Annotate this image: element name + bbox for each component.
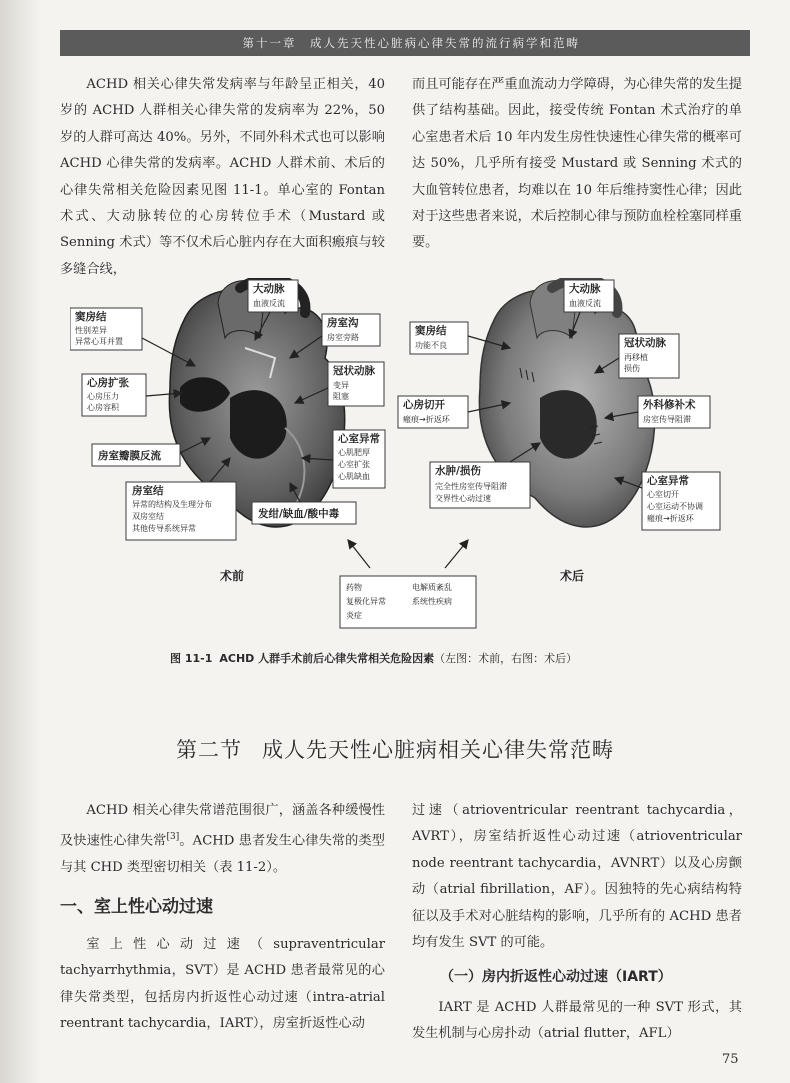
svg-text:异常心耳并置: 异常心耳并置 bbox=[75, 337, 123, 346]
svg-text:冠状动脉: 冠状动脉 bbox=[333, 365, 375, 377]
svg-text:房室瓣膜反流: 房室瓣膜反流 bbox=[98, 450, 161, 462]
intro-left-column bbox=[60, 72, 385, 283]
svg-text:心房切开: 心房切开 bbox=[403, 399, 445, 411]
postop-label: 术后 bbox=[560, 569, 585, 583]
svg-text:心室运动不协调: 心室运动不协调 bbox=[647, 502, 703, 511]
svg-text:水肿/损伤: 水肿/损伤 bbox=[435, 465, 481, 477]
subsection-heading-svt: 一、室上性心动过速 bbox=[60, 896, 213, 917]
subsection-heading-iart: （一）房内折返性心动过速（IART） bbox=[440, 969, 672, 986]
svg-text:瘢痕→折返环: 瘢痕→折返环 bbox=[403, 415, 450, 424]
post-box-ventricle bbox=[642, 472, 720, 530]
chapter-title: 第十一章 成人先天性心脏病心律失常的流行病学和范畴 bbox=[242, 36, 580, 50]
section-title: 成人先天性心脏病相关心律失常范畴 bbox=[262, 738, 614, 762]
intro-right-column bbox=[412, 72, 742, 257]
svg-text:交界性心动过速: 交界性心动过速 bbox=[435, 494, 491, 503]
svg-text:发绀/缺血/酸中毒: 发绀/缺血/酸中毒 bbox=[258, 508, 340, 520]
section-heading bbox=[0, 734, 790, 764]
page-number: 75 bbox=[722, 1052, 739, 1067]
pre-box-sinus bbox=[70, 308, 142, 350]
pre-box-atrial-dilation bbox=[82, 374, 146, 416]
svg-text:复极化异常: 复极化异常 bbox=[346, 597, 386, 606]
svg-text:变异: 变异 bbox=[333, 381, 349, 390]
svg-text:完全性房室传导阻滞: 完全性房室传导阻滞 bbox=[435, 482, 507, 491]
book-spine-shadow bbox=[0, 0, 40, 1083]
svg-text:性别差异: 性别差异 bbox=[75, 326, 107, 335]
svg-text:心肌缺血: 心肌缺血 bbox=[338, 472, 370, 481]
svg-text:血液反流: 血液反流 bbox=[569, 299, 601, 308]
post-box-sinus bbox=[410, 322, 468, 354]
svg-text:心房容积: 心房容积 bbox=[87, 403, 119, 412]
svg-text:窦房结: 窦房结 bbox=[75, 311, 107, 323]
svg-text:心室异常: 心室异常 bbox=[647, 475, 689, 487]
svg-text:其他传导系统异常: 其他传导系统异常 bbox=[132, 524, 196, 533]
svg-text:瘢痕→折返环: 瘢痕→折返环 bbox=[647, 514, 694, 523]
svg-text:系统性疾病: 系统性疾病 bbox=[412, 597, 452, 606]
post-box-atriotomy bbox=[398, 396, 468, 428]
citation-ref: [3] bbox=[166, 832, 180, 843]
post-box-aorta bbox=[564, 280, 614, 312]
svg-text:心室扩张: 心室扩张 bbox=[338, 460, 370, 469]
svg-text:功能不良: 功能不良 bbox=[415, 341, 447, 350]
svg-text:大动脉: 大动脉 bbox=[569, 283, 601, 295]
pre-box-coronary bbox=[328, 362, 384, 406]
svg-text:房室沟: 房室沟 bbox=[327, 317, 359, 329]
body-left-paragraph-2: 室上性心动过速（supraventricular tachyarrhythmia，SVT）是 ACHD 患者最常见的心律失常类型，包括房内折返性心动过速（intra-atrial reentrant tachycardia，IART），房室折返性心动 bbox=[60, 937, 385, 1032]
figure-number: 图 11-1 bbox=[170, 652, 213, 665]
svg-text:异常的结构及生理分布: 异常的结构及生理分布 bbox=[132, 500, 212, 509]
svg-text:损伤: 损伤 bbox=[624, 364, 640, 373]
figure-note: （左图：术前，右图：术后） bbox=[434, 652, 578, 665]
svg-text:药物: 药物 bbox=[346, 583, 362, 592]
pre-box-aorta bbox=[248, 280, 298, 312]
svg-text:大动脉: 大动脉 bbox=[253, 283, 285, 295]
post-box-edema bbox=[430, 462, 530, 508]
svg-text:心室异常: 心室异常 bbox=[338, 433, 380, 445]
svg-text:房室旁路: 房室旁路 bbox=[327, 333, 359, 342]
post-box-surgical-patch bbox=[638, 396, 710, 428]
svg-text:心室切开: 心室切开 bbox=[647, 490, 679, 499]
body-left-paragraph-1: ACHD 相关心律失常谱范围很广，涵盖各种缓慢性及快速性心律失常[3]。ACHD 患者发生心律失常的类型与其 CHD 类型密切相关（表 11-2）。 bbox=[60, 803, 385, 876]
pre-box-av-regurgitation bbox=[92, 444, 180, 466]
figure-11-1 bbox=[70, 278, 740, 638]
section-number: 第二节 bbox=[176, 738, 242, 762]
svg-text:心房压力: 心房压力 bbox=[87, 392, 119, 401]
pre-box-ventricle bbox=[333, 430, 385, 488]
pre-box-cyanosis bbox=[252, 502, 356, 524]
body-right-paragraph-1: 过速（atrioventricular reentrant tachycardia，AVRT），房室结折返性心动过速（atrioventricular node reentrant tachycardia，AVNRT）以及心房颤动（atrial fibrillation，AF）。因独特的先心病结构特征以及手术对心脏结构的影响，几乎所有的 ACHD 患者均有发生 SVT 的可能。 bbox=[412, 803, 742, 951]
svg-text:房室传导阻滞: 房室传导阻滞 bbox=[643, 415, 691, 424]
body-left-column bbox=[60, 798, 385, 1038]
shared-factors-box bbox=[340, 540, 476, 628]
svg-text:窦房结: 窦房结 bbox=[415, 325, 447, 337]
svg-text:电解质紊乱: 电解质紊乱 bbox=[412, 583, 452, 592]
intro-left-paragraph: ACHD 相关心律失常发病率与年龄呈正相关，40 岁的 ACHD 人群相关心律失常的发病率为 22%，50 岁的人群可高达 40%。另外，不同外科术式也可以影响 ACHD 心律失常的发病率。ACHD 人群术前、术后的心律失常相关危险因素见图 11-1。单心室的 Fontan 术式、大动脉转位的心房转位手术（Mustard 或 Senning 术式）等不仅术后心脏内存在大面积瘢痕与较多缝合线， bbox=[60, 77, 385, 277]
pre-box-av-node bbox=[126, 482, 236, 540]
figure-title: ACHD 人群手术前后心律失常相关危险因素 bbox=[219, 652, 435, 665]
running-header bbox=[60, 30, 750, 56]
svg-text:外科修补术: 外科修补术 bbox=[643, 399, 696, 411]
pre-box-av-groove bbox=[322, 314, 380, 346]
figure-caption bbox=[170, 650, 730, 666]
svg-text:房室结: 房室结 bbox=[132, 485, 164, 497]
body-right-paragraph-2: IART 是 ACHD 人群最常见的一种 SVT 形式，其发生机制与心房扑动（atrial flutter，AFL） bbox=[412, 999, 742, 1042]
svg-text:阻塞: 阻塞 bbox=[333, 392, 349, 401]
svg-text:血液反流: 血液反流 bbox=[253, 299, 285, 308]
svg-text:双房室结: 双房室结 bbox=[132, 512, 164, 521]
svg-text:心肌肥厚: 心肌肥厚 bbox=[338, 448, 370, 457]
body-right-column bbox=[412, 798, 742, 1048]
svg-text:炎症: 炎症 bbox=[346, 611, 362, 620]
preop-label: 术前 bbox=[220, 569, 245, 583]
intro-right-paragraph: 而且可能存在严重血流动力学障碍，为心律失常的发生提供了结构基础。因此，接受传统 Fontan 术式治疗的单心室患者术后 10 年内发生房性快速性心律失常的概率可达 50%，几乎所有接受 Mustard 或 Senning 术式的大血管转位患者，均难以在 10 年后维持窦性心律；因此对于这些患者来说，术后控制心律与预防血栓栓塞同样重要。 bbox=[412, 77, 742, 251]
svg-text:再移植: 再移植 bbox=[624, 353, 648, 362]
post-box-coronary bbox=[619, 334, 679, 378]
svg-text:冠状动脉: 冠状动脉 bbox=[624, 337, 666, 349]
svg-text:心房扩张: 心房扩张 bbox=[87, 377, 129, 389]
